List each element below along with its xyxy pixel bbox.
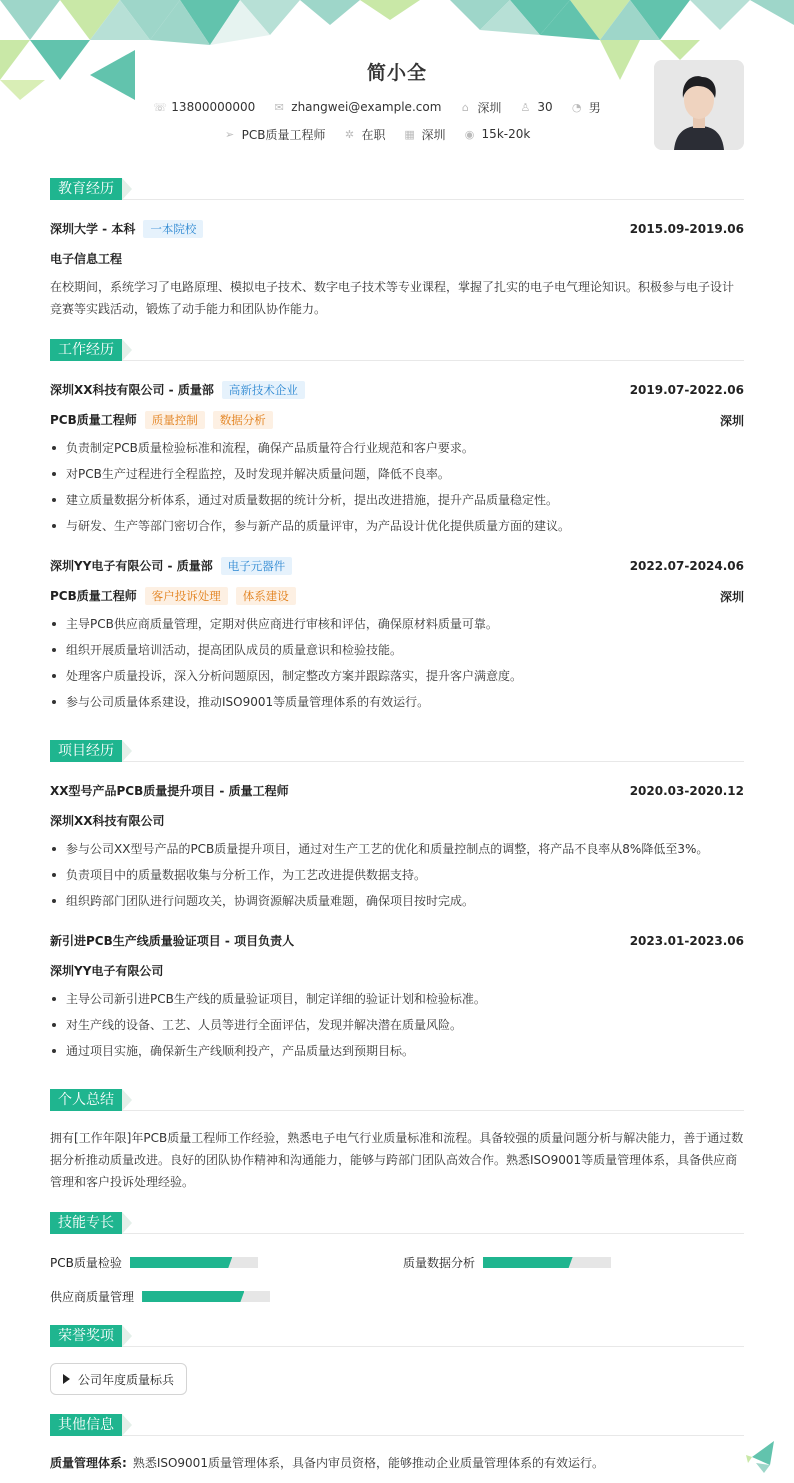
section-title [50, 339, 744, 361]
list-item: 通过项目实施，确保新生产线顺利投产，产品质量达到预期目标。 [50, 1038, 744, 1064]
skill-fill [483, 1257, 573, 1268]
education-period: 2015.09-2019.06 [629, 222, 744, 236]
email-icon: ✉ [274, 100, 284, 114]
gender-icon: ◔ [571, 100, 582, 114]
job-city: 深圳 [719, 589, 744, 604]
age-icon: ♙ [520, 100, 531, 114]
job-tag: 数据分析 [213, 411, 273, 429]
job-city: 深圳 [719, 413, 744, 428]
project-name-role: 新引进PCB生产线质量验证项目 - 项目负责人 [50, 934, 295, 948]
section-title [50, 1325, 744, 1347]
projects-section [50, 740, 744, 1070]
phone-icon: ☏ [153, 100, 168, 114]
list-item: 组织开展质量培训活动，提高团队成员的质量意识和检验技能。 [50, 637, 744, 663]
target-job-text: PCB质量工程师 [241, 127, 326, 142]
candidate-name: 简小全 [366, 62, 427, 84]
job-header [50, 381, 744, 399]
phone-text: 13800000000 [171, 100, 256, 114]
location-text: 深圳 [477, 100, 502, 115]
project-company: 深圳YY电子有限公司 [50, 964, 164, 978]
corner-decoration [744, 1435, 784, 1475]
projects-title: 项目经历 [50, 740, 122, 762]
job-company: 深圳XX科技有限公司 - 质量部 [50, 383, 214, 397]
status-icon: ✲ [344, 127, 355, 141]
list-item: 负责项目中的质量数据收集与分析工作，为工艺改进提供数据支持。 [50, 862, 744, 888]
project-header [50, 932, 744, 949]
job-company: 深圳YY电子有限公司 - 质量部 [50, 559, 213, 573]
skill-bar [130, 1257, 258, 1268]
job-position: PCB质量工程师 [50, 589, 137, 603]
target-city-text: 深圳 [421, 127, 446, 142]
education-header [50, 220, 744, 238]
skill-bar [483, 1257, 611, 1268]
skill-item [50, 1254, 258, 1271]
project-name-role: XX型号产品PCB质量提升项目 - 质量工程师 [50, 784, 289, 798]
other-info-row [50, 1454, 744, 1471]
job-header [50, 557, 744, 575]
other-title: 其他信息 [50, 1414, 122, 1436]
job-tag: 体系建设 [236, 587, 296, 605]
summary-title: 个人总结 [50, 1089, 122, 1111]
school-tag: 一本院校 [143, 220, 203, 238]
job-bullets [50, 611, 744, 715]
list-item: 对生产线的设备、工艺、人员等进行全面评估，发现并解决潜在质量风险。 [50, 1012, 744, 1038]
project-bullets [50, 836, 744, 914]
project-period: 2020.03-2020.12 [629, 783, 744, 798]
status-text: 在职 [361, 127, 386, 142]
skill-name: PCB质量检验 [50, 1256, 122, 1270]
home-icon: ⌂ [461, 100, 469, 114]
skill-name: 供应商质量管理 [50, 1290, 135, 1304]
summary-section [50, 1089, 744, 1199]
award-item[interactable] [50, 1363, 187, 1395]
project-bullets [50, 986, 744, 1064]
profile-header [0, 58, 794, 144]
contact-row [0, 97, 794, 117]
company-tag: 高新技术企业 [222, 381, 305, 399]
job-position-row [50, 587, 744, 605]
list-item: 组织跨部门团队进行问题攻关，协调资源解决质量难题，确保项目按时完成。 [50, 888, 744, 914]
play-icon [63, 1374, 70, 1384]
awards-section [50, 1325, 744, 1400]
list-item: 建立质量数据分析体系，通过对质量数据的统计分析，提出改进措施，提升产品质量稳定性。 [50, 487, 744, 513]
salary-text: 15k-20k [481, 127, 531, 141]
job-period: 2019.07-2022.06 [629, 383, 744, 397]
section-title [50, 740, 744, 762]
list-item: 与研发、生产等部门密切合作，参与新产品的质量评审，为产品设计优化提供质量方面的建议。 [50, 513, 744, 539]
skill-fill [142, 1291, 244, 1302]
education-title: 教育经历 [50, 178, 122, 200]
education-description: 在校期间，系统学习了电路原理、模拟电子技术、数字电子技术等专业课程，掌握了扎实的电子电气理论知识。积极参与电子设计竞赛等实践活动，锻炼了动手能力和团队协作能力。 [50, 280, 735, 316]
email-text: zhangwei@example.com [291, 100, 442, 114]
list-item: 负责制定PCB质量检验标准和流程，确保产品质量符合行业规范和客户要求。 [50, 435, 744, 461]
other-section [50, 1414, 744, 1474]
list-item: 参与公司XX型号产品的PCB质量提升项目，通过对生产工艺的优化和质量控制点的调整，将产品不良率从8%降低至3%。 [50, 836, 744, 862]
list-item: 主导公司新引进PCB生产线的质量验证项目，制定详细的验证计划和检验标准。 [50, 986, 744, 1012]
skill-bar [142, 1291, 270, 1302]
project-period: 2023.01-2023.06 [629, 933, 744, 948]
building-icon: ▦ [404, 127, 415, 141]
project-header [50, 782, 744, 799]
project-company: 深圳XX科技有限公司 [50, 814, 165, 828]
job-tag: 质量控制 [145, 411, 205, 429]
job-position: PCB质量工程师 [50, 413, 137, 427]
section-title [50, 178, 744, 200]
section-title [50, 1212, 744, 1234]
list-item: 主导PCB供应商质量管理，定期对供应商进行审核和评估，确保原材料质量可靠。 [50, 611, 744, 637]
list-item: 对PCB生产过程进行全程监控，及时发现并解决质量问题，降低不良率。 [50, 461, 744, 487]
skills-section [50, 1212, 744, 1312]
company-tag: 电子元器件 [221, 557, 293, 575]
salary-icon: ◉ [464, 127, 475, 141]
job-period: 2022.07-2024.06 [629, 559, 744, 573]
job-position-row [50, 411, 744, 429]
job-bullets [50, 435, 744, 539]
job-tag: 客户投诉处理 [145, 587, 228, 605]
major: 电子信息工程 [50, 252, 123, 266]
other-text: 熟悉ISO9001质量管理体系，具备内审员资格，能够推动企业质量管理体系的有效运行。 [132, 1456, 604, 1470]
list-item: 处理客户质量投诉，深入分析问题原因，制定整改方案并跟踪落实，提升客户满意度。 [50, 663, 744, 689]
school-degree: 深圳大学 - 本科 [50, 222, 136, 236]
awards-title: 荣誉奖项 [50, 1325, 122, 1347]
education-section [50, 178, 744, 328]
skills-title: 技能专长 [50, 1212, 122, 1234]
gender-text: 男 [588, 100, 601, 115]
list-item: 参与公司质量体系建设，推动ISO9001等质量管理体系的有效运行。 [50, 689, 744, 715]
work-section [50, 339, 744, 719]
skill-name: 质量数据分析 [403, 1256, 476, 1270]
work-title: 工作经历 [50, 339, 122, 361]
intention-row [0, 124, 794, 144]
skill-fill [130, 1257, 232, 1268]
send-icon: ➢ [225, 127, 235, 141]
skill-item [50, 1288, 270, 1305]
section-title [50, 1089, 744, 1111]
summary-text: 拥有[工作年限]年PCB质量工程师工作经验，熟悉电子电气行业质量标准和流程。具备较强的质量问题分析与解决能力，善于通过数据分析推动质量改进。良好的团队协作精神和沟通能力，能够与跨部门团队高效合作。熟悉ISO9001等质量管理体系，具备供应商管理和客户投诉处理经验。 [50, 1131, 744, 1189]
other-label: 质量管理体系: [50, 1456, 127, 1470]
section-title [50, 1414, 744, 1436]
award-text: 公司年度质量标兵 [78, 1372, 175, 1387]
skill-item [403, 1254, 611, 1271]
age-text: 30 [537, 100, 553, 114]
